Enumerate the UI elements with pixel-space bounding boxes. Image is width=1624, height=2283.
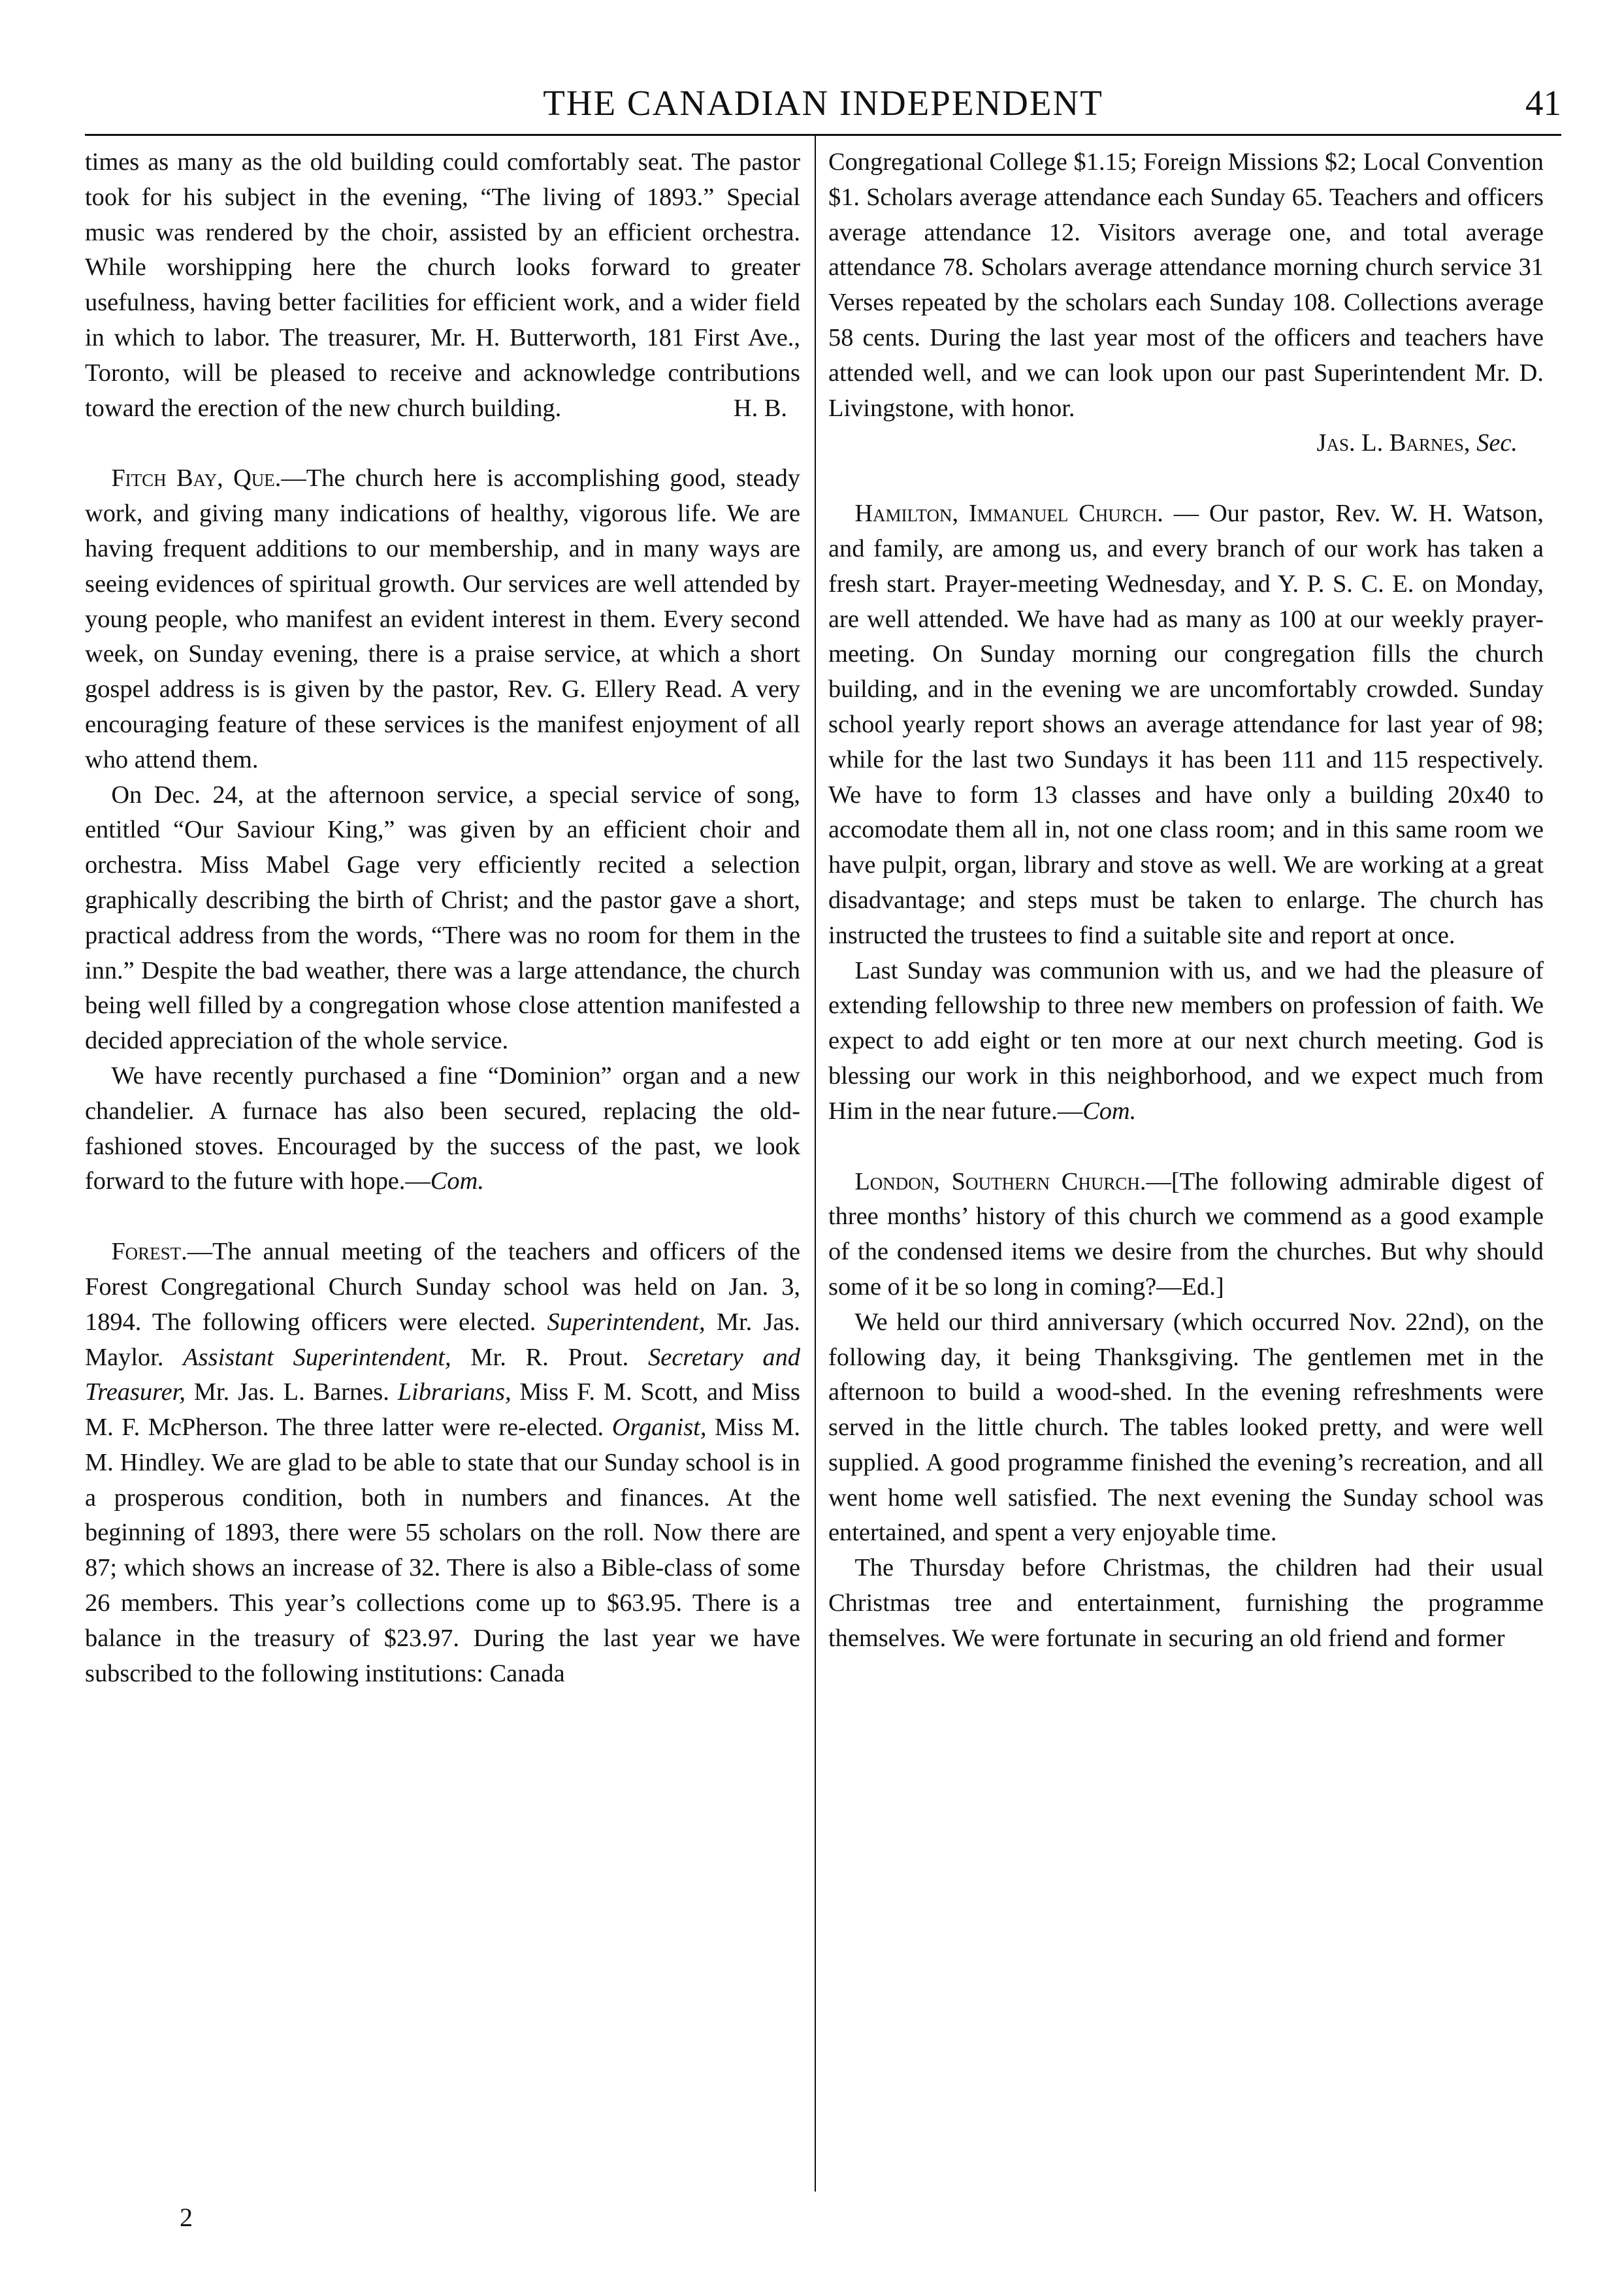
right-column: [828, 145, 1544, 1657]
paragraph-text: Last Sunday was communion with us, and we had the pleasure of extending fellowship to three new members on profession of faith. We expect to add eight or ten more at our next church meeting. God is blessing our work in this neighborhood, and we expect much from Him in the near future.—: [828, 956, 1544, 1125]
signature-mark: 2: [180, 2203, 193, 2232]
office-title: Librarians,: [397, 1378, 512, 1406]
fitch-bay-paragraph-2: On Dec. 24, at the afternoon service, a special service of song, entitled “Our Saviour King,” was given by an efficient choir and orchestra. Miss Mabel Gage very efficiently recited a selection graphically describing the birth of Christ; and the pastor gave a short, practical address from the words, “There was no room for them in the inn.” Despite the bad weather, there was a large attendance, the church being well filled by a congregation whose close attention manifested a decided appreciation of the whole service.: [85, 781, 800, 1055]
paragraph-text: Miss F. M. Scott, and Miss M. F. McPherson. The three latter were re-elected.: [85, 1378, 800, 1442]
office-title: Assistant Superintendent,: [183, 1343, 451, 1371]
paragraph-text: Mr. Jas. Maylor.: [85, 1308, 800, 1371]
paragraph-text: —The church here is accomplishing good, steady work, and giving many indications of healthy, vigorous life. We are having frequent additions to our membership, and in many ways are seeing evidences of spiritual growth. Our services are well attended by young people, who manifest an evident interest in them. Every second week, on Sunday evening, there is a praise service, at which a short gospel address is is given by the pastor, Rev. G. Ellery Read. A very encouraging feature of these services is the manifest enjoyment of all who attend them.: [85, 464, 800, 773]
paragraph-text: Mr. Jas. L. Barnes.: [185, 1378, 398, 1406]
paragraph-text: Mr. R. Prout.: [451, 1343, 648, 1371]
page-header: [85, 77, 1561, 129]
paragraph-text: times as many as the old building could comfortably seat. The pastor took for his subject in the evening, “The living of 1893.” Special music was rendered by the choir, assisted by an efficient orchestra. While worshipping here the church looks forward to greater usefulness, having better facilities for efficient work, and a wider field in which to labor. The treasurer, Mr. H. Butterworth, 181 First Ave., Toronto, will be pleased to receive and acknowledge contributions toward the erection of the new church building.: [85, 148, 800, 422]
fitch-bay-heading: Fitch Bay, Que.: [111, 464, 282, 493]
forest-paragraph: [85, 1235, 800, 1691]
hamilton-paragraph-2: [828, 954, 1544, 1129]
article-continuation: [85, 145, 800, 426]
office-title: Organist,: [611, 1414, 707, 1442]
article-signature: H. B.: [733, 394, 787, 422]
london-paragraph-2: We held our third anniversary (which occurred Nov. 22nd), on the following day, it being Thanksgiving. The gentlemen met in the afternoon to build a wood-shed. In the evening refreshments were served in the little church. The tables looked pretty, and were well supplied. A good programme finished the evening’s recreation, and all went home well satisfied. The next evening the Sunday school was entertained, and spent a very enjoyable time.: [828, 1308, 1544, 1547]
fitch-bay-paragraph-3: [85, 1059, 800, 1199]
paragraph-text: —[The following admirable digest of three months’ history of this church we commend as a good example of the condensed items we desire from the churches. But why should some of it be so long in coming?—Ed.]: [828, 1167, 1544, 1301]
com-signature: Com.: [430, 1167, 484, 1195]
forest-heading: Forest.: [111, 1238, 187, 1266]
signature-role: Sec.: [1476, 429, 1518, 457]
article-signature: [828, 426, 1544, 461]
header-rule: [85, 134, 1561, 136]
paragraph-text: —The annual meeting of the teachers and officers of the Forest Congregational Church Sunday school was held on Jan. 3, 1894. The following officers were elected.: [85, 1238, 800, 1336]
forest-continuation: Congregational College $1.15; Foreign Missions $2; Local Convention $1. Scholars average attendance each Sunday 65. Teachers and officers average attendance 12. Visitors average one, and total average attendance 78. Scholars average attendance morning church service 31 Verses repeated by the scholars each Sunday 108. Collections average 58 cents. During the last year most of the officers and teachers have attended well, and we can look upon our past Superintendent Mr. D. Livingstone, with honor.: [828, 148, 1544, 422]
london-paragraph-3: The Thursday before Christmas, the children had their usual Christmas tree and entertainment, furnishing the programme themselves. We were fortunate in securing an old friend and former: [828, 1554, 1544, 1652]
london-heading: London, Southern Church.: [854, 1167, 1146, 1195]
left-column: [85, 145, 800, 1691]
paragraph-text: — Our pastor, Rev. W. H. Watson, and family, are among us, and every branch of our work has taken a fresh start. Prayer-meeting Wednesday, and Y. P. S. C. E. on Monday, are well attended. We have had as many as 100 at our weekly prayer-meeting. On Sunday morning our congregation fills the church building, and in the evening we are uncomfortably crowded. Sunday school yearly report shows an average attendance for last year of 98; while for the last two Sundays it has been 111 and 115 respectively. We have to form 13 classes and have only a building 20x40 to accomodate them all in, not one class room; and in this same room we have pulpit, organ, library and stove as well. We are working at a great disadvantage; and steps must be taken to enlarge. The church has instructed the trustees to find a suitable site and report at once.: [828, 500, 1544, 949]
office-title: Secretary and Treasurer,: [85, 1343, 800, 1406]
hamilton-heading: Hamilton, Immanuel Church.: [854, 500, 1163, 528]
fitch-bay-paragraph-1: [85, 461, 800, 777]
office-title: Superintendent,: [547, 1308, 706, 1336]
signature-name: Jas. L. Barnes,: [1316, 429, 1470, 457]
com-signature: Com.: [1082, 1097, 1137, 1125]
paragraph-text: We have recently purchased a fine “Dominion” organ and a new chandelier. A furnace has also been secured, replacing the old-fashioned stoves. Encouraged by the success of the past, we look forward to the future with hope.—: [85, 1061, 800, 1195]
page-number: 41: [1525, 83, 1561, 123]
column-divider: [815, 134, 816, 2192]
paragraph-text: Miss M. M. Hindley. We are glad to be able to state that our Sunday school is in a prosperous condition, both in numbers and finances. At the beginning of 1893, there were 55 scholars on the roll. Now there are 87; which shows an increase of 32. There is also a Bible-class of some 26 members. This year’s collections come up to $63.95. There is a balance in the treasury of $23.97. During the last year we have subscribed to the following institutions: Canada: [85, 1414, 800, 1687]
journal-title: THE CANADIAN INDEPENDENT: [543, 83, 1103, 123]
hamilton-paragraph-1: [828, 496, 1544, 953]
london-paragraph-1: [828, 1165, 1544, 1305]
